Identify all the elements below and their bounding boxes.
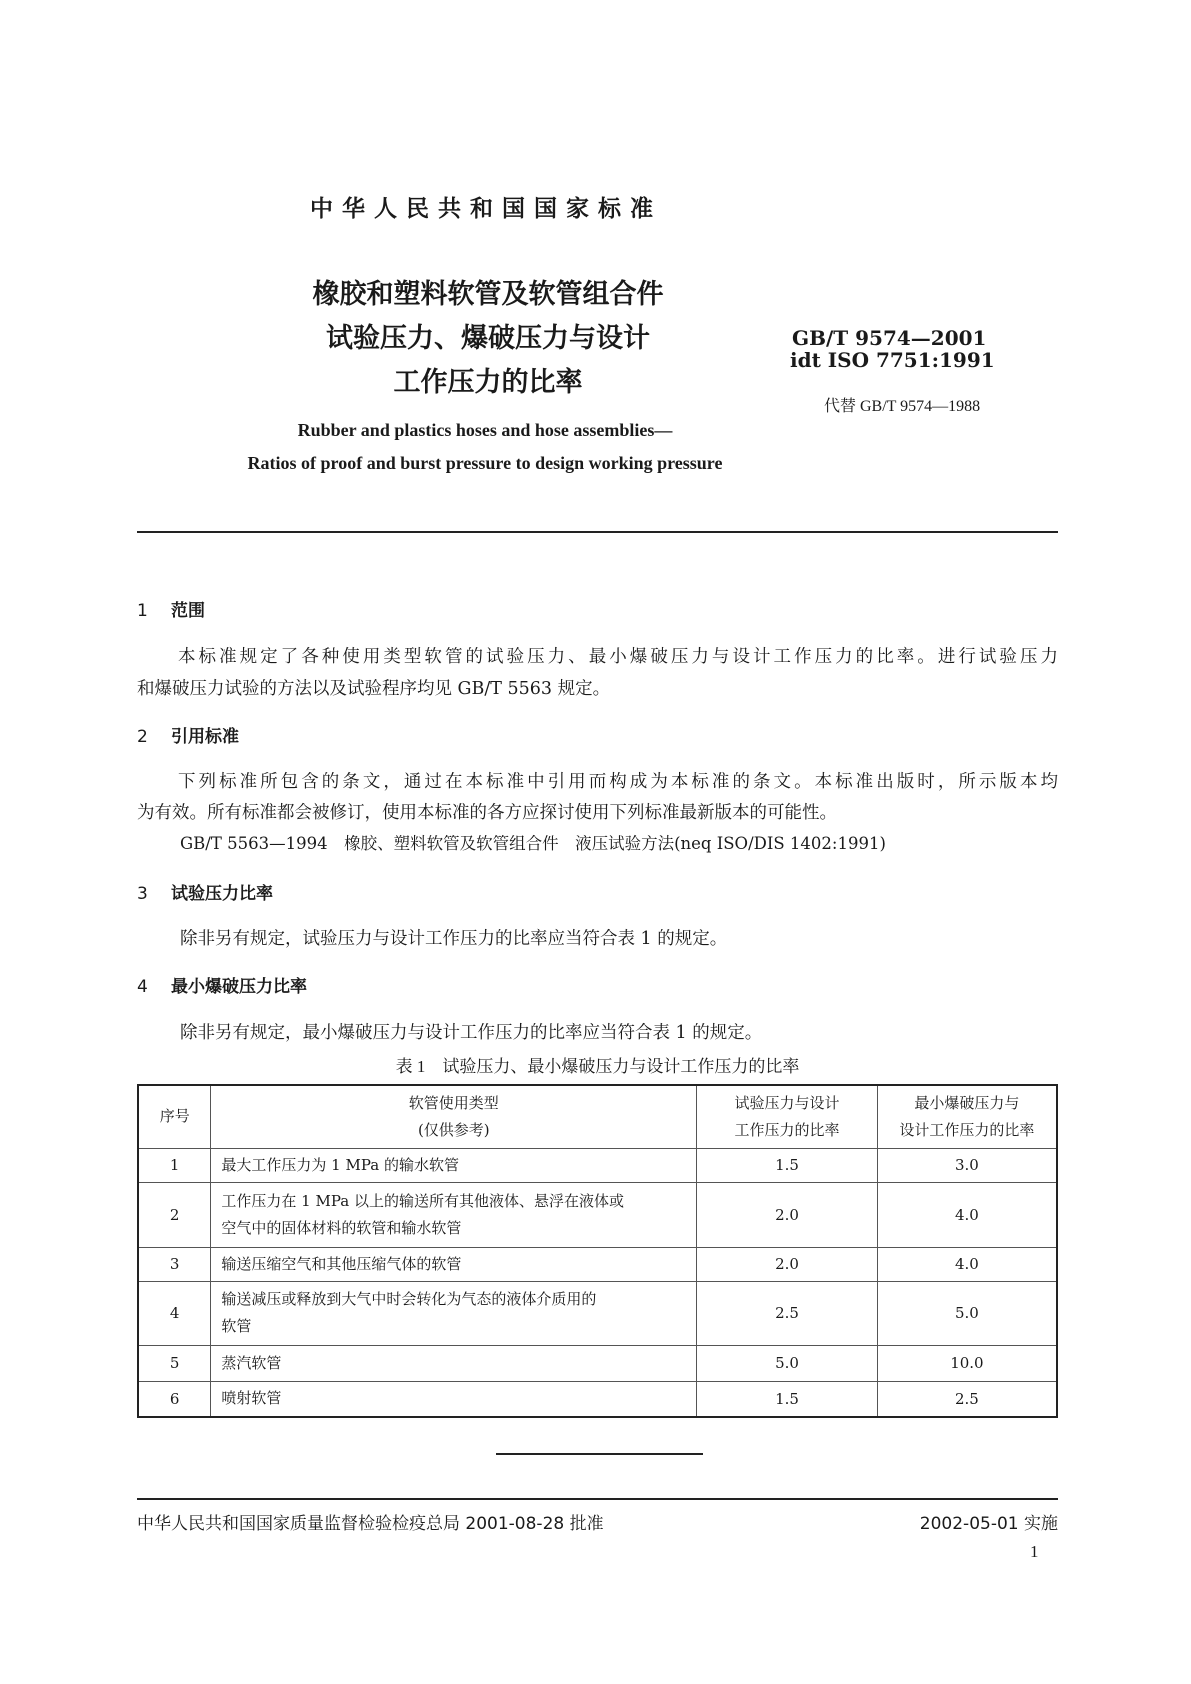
section-title: 试验压力比率 bbox=[171, 884, 273, 904]
header-text: 工作压力的比率 bbox=[734, 1120, 840, 1139]
english-title-line-2: Ratios of proof and burst pressure to design working pressure bbox=[247, 453, 723, 473]
approval-info: 中华人民共和国国家质量监督检验检疫总局 2001-08-28 批准 bbox=[137, 1514, 604, 1534]
table-row bbox=[138, 1281, 1057, 1345]
paragraph-line: 本标准规定了各种使用类型软管的试验压力、最小爆破压力与设计工作压力的比率。进行试验压力 bbox=[178, 647, 1058, 667]
header-divider bbox=[137, 531, 1058, 533]
header-text: (仅供参考) bbox=[417, 1120, 490, 1139]
paragraph-line: 和爆破压力试验的方法以及试验程序均见 GB/T 5563 规定。 bbox=[137, 679, 611, 699]
section-heading-2 bbox=[137, 722, 239, 747]
row-number: 5 bbox=[138, 1345, 211, 1381]
header-text: 试验压力与设计 bbox=[734, 1093, 840, 1112]
section-heading-3 bbox=[137, 879, 273, 904]
table-row bbox=[138, 1247, 1057, 1281]
end-of-text-rule bbox=[496, 1453, 703, 1455]
section-title: 范围 bbox=[171, 601, 205, 621]
header-type bbox=[211, 1085, 697, 1148]
hose-type: 蒸汽软管 bbox=[211, 1345, 697, 1381]
title-line-3: 工作压力的比率 bbox=[393, 367, 583, 398]
row-number: 6 bbox=[138, 1381, 211, 1417]
table-caption: 表 1 试验压力、最小爆破压力与设计工作压力的比率 bbox=[395, 1057, 800, 1076]
section-heading-1 bbox=[137, 596, 205, 621]
hose-type: 输送压缩空气和其他压缩气体的软管 bbox=[211, 1247, 697, 1281]
section-title: 最小爆破压力比率 bbox=[171, 977, 307, 997]
title-line-2: 试验压力、爆破压力与设计 bbox=[326, 323, 650, 354]
burst-ratio: 3.0 bbox=[877, 1148, 1057, 1182]
burst-ratio: 10.0 bbox=[877, 1345, 1057, 1381]
burst-ratio: 4.0 bbox=[877, 1247, 1057, 1281]
hose-type-line: 工作压力在 1 MPa 以上的输送所有其他液体、悬浮在液体或 bbox=[221, 1191, 624, 1210]
header-text: 最小爆破压力与 bbox=[914, 1093, 1020, 1112]
proof-ratio: 5.0 bbox=[697, 1345, 878, 1381]
proof-ratio: 2.5 bbox=[697, 1281, 878, 1345]
replaces-standard: 代替 GB/T 9574—1988 bbox=[824, 398, 981, 415]
table-row bbox=[138, 1381, 1057, 1417]
paragraph-line: 除非另有规定，试验压力与设计工作压力的比率应当符合表 1 的规定。 bbox=[180, 929, 728, 949]
row-number: 3 bbox=[138, 1247, 211, 1281]
standard-number: GB/T 9574—2001 bbox=[792, 326, 987, 350]
hose-type: 最大工作压力为 1 MPa 的输水软管 bbox=[211, 1148, 697, 1182]
proof-ratio: 2.0 bbox=[697, 1247, 878, 1281]
page-number: 1 bbox=[1030, 1542, 1039, 1561]
proof-ratio: 1.5 bbox=[697, 1148, 878, 1182]
row-number: 4 bbox=[138, 1281, 211, 1345]
header-text: 软管使用类型 bbox=[408, 1093, 499, 1112]
ratio-table bbox=[137, 1084, 1058, 1418]
section-number: 1 bbox=[137, 601, 148, 621]
proof-ratio: 2.0 bbox=[697, 1182, 878, 1247]
table-row bbox=[138, 1182, 1057, 1247]
paragraph-line: 下列标准所包含的条文，通过在本标准中引用而构成为本标准的条文。本标准出版时，所示版本均 bbox=[178, 772, 1058, 792]
footer-divider bbox=[137, 1498, 1058, 1500]
normative-reference: GB/T 5563—1994 橡胶、塑料软管及软管组合件 液压试验方法(neq ISO/DIS 1402:1991) bbox=[180, 834, 886, 853]
header-text: 设计工作压力的比率 bbox=[899, 1120, 1035, 1139]
table-row bbox=[138, 1148, 1057, 1182]
national-standard-heading: 中华人民共和国国家标准 bbox=[310, 196, 662, 222]
hose-type-line: 空气中的固体材料的软管和输水软管 bbox=[221, 1218, 462, 1237]
header-text: 序号 bbox=[159, 1107, 190, 1126]
header-no bbox=[138, 1085, 211, 1148]
table-row bbox=[138, 1345, 1057, 1381]
hose-type-line: 软管 bbox=[221, 1317, 252, 1335]
header-proof-ratio bbox=[697, 1085, 878, 1148]
hose-type: 喷射软管 bbox=[211, 1381, 697, 1417]
burst-ratio: 2.5 bbox=[877, 1381, 1057, 1417]
header-burst-ratio bbox=[877, 1085, 1057, 1148]
implementation-date: 2002-05-01 实施 bbox=[919, 1514, 1058, 1534]
english-title-line-1: Rubber and plastics hoses and hose assemblies— bbox=[297, 420, 673, 440]
table-header-row bbox=[138, 1085, 1057, 1148]
burst-ratio: 5.0 bbox=[877, 1281, 1057, 1345]
section-number: 4 bbox=[137, 977, 148, 997]
hose-type-line: 输送减压或释放到大气中时会转化为气态的液体介质用的 bbox=[221, 1290, 597, 1308]
row-number: 2 bbox=[138, 1182, 211, 1247]
paragraph-line: 除非另有规定，最小爆破压力与设计工作压力的比率应当符合表 1 的规定。 bbox=[180, 1023, 763, 1043]
paragraph-line: 为有效。所有标准都会被修订，使用本标准的各方应探讨使用下列标准最新版本的可能性。 bbox=[137, 803, 837, 823]
hose-type bbox=[211, 1182, 697, 1247]
row-number: 1 bbox=[138, 1148, 211, 1182]
section-title: 引用标准 bbox=[171, 727, 239, 747]
section-heading-4 bbox=[137, 972, 307, 997]
section-number: 2 bbox=[137, 727, 148, 747]
burst-ratio: 4.0 bbox=[877, 1182, 1057, 1247]
proof-ratio: 1.5 bbox=[697, 1381, 878, 1417]
idt-reference: idt ISO 7751:1991 bbox=[790, 348, 995, 372]
title-line-1: 橡胶和塑料软管及软管组合件 bbox=[312, 279, 664, 310]
section-number: 3 bbox=[137, 884, 148, 904]
hose-type bbox=[211, 1281, 697, 1345]
